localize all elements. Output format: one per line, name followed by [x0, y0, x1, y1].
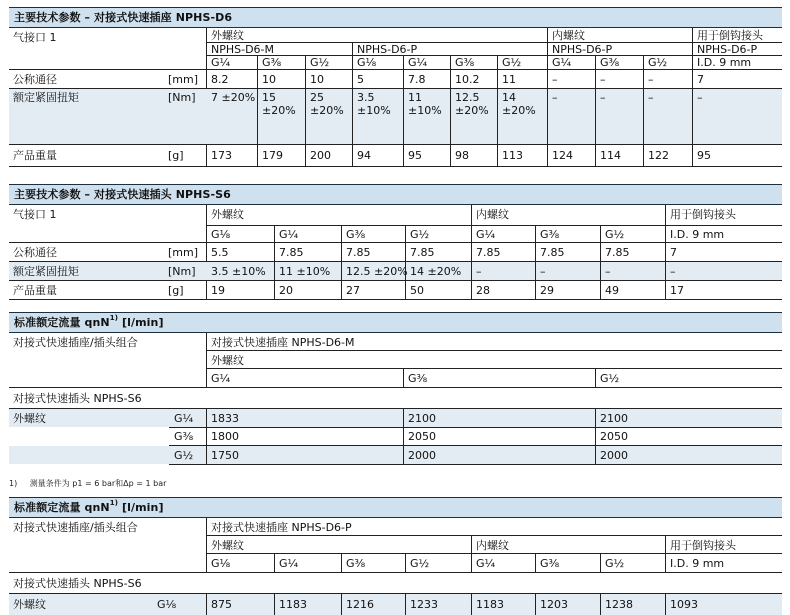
group-barb: 用于倒钩接头: [670, 208, 736, 221]
table-cell: 1750: [211, 449, 239, 462]
table-cell: 7.85: [540, 246, 565, 259]
table-cell: 122: [648, 149, 669, 162]
size-header: I.D. 9 mm: [670, 228, 725, 241]
table-cell: 5.5: [211, 246, 229, 259]
table-cell: 17: [670, 284, 684, 297]
table-cell: 15 ±20%: [262, 91, 296, 117]
row-size: G½: [174, 449, 194, 462]
model-label: NPHS-D6-M: [211, 43, 275, 56]
table-title: 主要技术参数 – 对接式快速插座 NPHS-D6: [9, 7, 782, 28]
footnote-text: 测量条件为 p1 = 6 bar和Δp = 1 bar: [29, 479, 167, 488]
size-header: I.D. 9 mm: [697, 56, 752, 69]
table-flow-d6-m: [9, 312, 782, 473]
row-unit: [mm]: [168, 246, 199, 259]
size-header: G½: [648, 56, 668, 69]
row-label: 公称通径: [13, 73, 57, 86]
size-header: G¼: [552, 56, 572, 69]
table-cell: 10: [262, 73, 276, 86]
group-barb: 用于倒钩接头: [697, 29, 763, 42]
footnote-mark: 1): [9, 479, 18, 488]
table-cell: 11: [502, 73, 516, 86]
size-header: G⅜: [540, 228, 560, 241]
row-label: 公称通径: [13, 246, 57, 259]
size-header: G⅛: [211, 557, 231, 570]
table-cell: 1183: [279, 598, 307, 611]
row-size: G⅜: [174, 430, 194, 443]
table-cell: 10.2: [455, 73, 480, 86]
table-cell: 25 ±20%: [310, 91, 344, 117]
size-header: G¼: [211, 56, 231, 69]
table-cell: 2000: [600, 449, 628, 462]
table-cell: 11 ±10%: [408, 91, 442, 117]
table-d6-specs: [9, 7, 782, 167]
port-label: 气接口 1: [13, 208, 57, 221]
table-title: [9, 312, 782, 333]
title-unit: [l/min]: [121, 316, 164, 329]
combo-label: 对接式快速插座/插头组合: [13, 336, 138, 349]
table-cell: 7.85: [279, 246, 304, 259]
size-header: G⅛: [211, 228, 231, 241]
row-unit: [Nm]: [168, 91, 196, 104]
table-cell: 1093: [670, 598, 698, 611]
table-cell: –: [600, 73, 606, 86]
table-cell: –: [552, 91, 558, 104]
table-cell: 875: [211, 598, 232, 611]
table-cell: 1216: [346, 598, 374, 611]
footnote-ref: 1): [109, 499, 119, 507]
table-s6-specs: [9, 184, 782, 300]
table-cell: 12.5 ±20%: [346, 265, 408, 278]
plug-label: 对接式快速插头 NPHS-S6: [13, 577, 142, 590]
table-cell: –: [648, 73, 654, 86]
row-unit: [g]: [168, 149, 184, 162]
table-title: [9, 497, 782, 518]
size-header: G⅜: [540, 557, 560, 570]
size-header: G¼: [476, 228, 496, 241]
table-cell: 1800: [211, 430, 239, 443]
table-cell: 14 ±20%: [410, 265, 462, 278]
table-cell: –: [540, 265, 546, 278]
model-label: NPHS-D6-P: [357, 43, 418, 56]
table-cell: 2100: [600, 412, 628, 425]
group-female-thread: 内螺纹: [476, 208, 509, 221]
table-cell: 27: [346, 284, 360, 297]
size-header: G⅜: [408, 372, 428, 385]
row-label: 产品重量: [13, 284, 57, 297]
table-cell: 3.5 ±10%: [211, 265, 266, 278]
table-cell: 14 ±20%: [502, 91, 536, 117]
port-label: 气接口 1: [13, 31, 57, 44]
row-unit: [g]: [168, 284, 184, 297]
size-header: G¼: [279, 557, 299, 570]
table-cell: –: [670, 265, 676, 278]
row-size: G¼: [174, 412, 194, 425]
table-cell: 2100: [408, 412, 436, 425]
table-cell: 50: [410, 284, 424, 297]
table-cell: 2050: [408, 430, 436, 443]
table-cell: 7: [697, 73, 704, 86]
row-label: 产品重量: [13, 149, 57, 162]
row-label: 额定紧固扭矩: [13, 265, 79, 278]
table-cell: 200: [310, 149, 331, 162]
row-unit: [mm]: [168, 73, 199, 86]
table-cell: 1238: [605, 598, 633, 611]
footnote-ref: 1): [109, 314, 119, 322]
plug-group-label: 外螺纹: [13, 598, 46, 611]
footnote: [9, 478, 166, 489]
table-cell: 29: [540, 284, 554, 297]
title-unit: [l/min]: [121, 501, 164, 514]
size-header: G¼: [476, 557, 496, 570]
row-label: 额定紧固扭矩: [13, 91, 79, 104]
table-cell: 49: [605, 284, 619, 297]
group-barb: 用于倒钩接头: [670, 539, 736, 552]
size-header: G⅜: [346, 228, 366, 241]
table-cell: 1833: [211, 412, 239, 425]
table-cell: 7.85: [605, 246, 630, 259]
table-cell: 1233: [410, 598, 438, 611]
size-header: G⅛: [357, 56, 377, 69]
table-cell: 8.2: [211, 73, 229, 86]
table-title: 主要技术参数 – 对接式快速插头 NPHS-S6: [9, 184, 782, 205]
table-cell: 7: [670, 246, 677, 259]
size-header: G⅜: [455, 56, 475, 69]
title-text: 标准额定流量 qnN: [14, 501, 110, 514]
size-header: G½: [600, 372, 620, 385]
table-cell: 19: [211, 284, 225, 297]
table-cell: 2050: [600, 430, 628, 443]
model-label: NPHS-D6-P: [697, 43, 758, 56]
group-male-thread: 外螺纹: [211, 29, 244, 42]
group-male-thread: 外螺纹: [211, 354, 244, 367]
size-header: G½: [410, 557, 430, 570]
table-cell: 7.85: [410, 246, 435, 259]
size-header: G⅜: [262, 56, 282, 69]
combo-label: 对接式快速插座/插头组合: [13, 521, 138, 534]
group-female-thread: 内螺纹: [552, 29, 585, 42]
table-cell: –: [552, 73, 558, 86]
table-cell: 28: [476, 284, 490, 297]
table-cell: 95: [697, 149, 711, 162]
group-female-thread: 内螺纹: [476, 539, 509, 552]
table-cell: 7.85: [476, 246, 501, 259]
size-header: I.D. 9 mm: [670, 557, 725, 570]
group-male-thread: 外螺纹: [211, 208, 244, 221]
table-cell: 12.5 ±20%: [455, 91, 489, 117]
table-cell: 2000: [408, 449, 436, 462]
table-flow-d6-p: [9, 497, 782, 615]
table-cell: –: [600, 91, 606, 104]
title-text: 标准额定流量 qnN: [14, 316, 110, 329]
group-male-thread: 外螺纹: [211, 539, 244, 552]
table-cell: 7.85: [346, 246, 371, 259]
table-cell: 20: [279, 284, 293, 297]
table-cell: 95: [408, 149, 422, 162]
table-cell: 3.5 ±10%: [357, 91, 391, 117]
table-cell: 179: [262, 149, 283, 162]
table-cell: 7 ±20%: [211, 91, 256, 104]
table-cell: 11 ±10%: [279, 265, 331, 278]
row-unit: [Nm]: [168, 265, 196, 278]
table-cell: 1203: [540, 598, 568, 611]
model-label: NPHS-D6-P: [552, 43, 613, 56]
row-size: G⅛: [157, 598, 177, 611]
table-cell: 98: [455, 149, 469, 162]
table-cell: 173: [211, 149, 232, 162]
socket-label: 对接式快速插座 NPHS-D6-P: [211, 521, 352, 534]
size-header: G½: [605, 228, 625, 241]
size-header: G½: [502, 56, 522, 69]
size-header: G¼: [279, 228, 299, 241]
plug-label: 对接式快速插头 NPHS-S6: [13, 392, 142, 405]
table-cell: 10: [310, 73, 324, 86]
table-cell: 5: [357, 73, 364, 86]
size-header: G⅜: [346, 557, 366, 570]
table-cell: –: [605, 265, 611, 278]
table-cell: 7.8: [408, 73, 426, 86]
size-header: G½: [410, 228, 430, 241]
size-header: G½: [605, 557, 625, 570]
table-cell: 114: [600, 149, 621, 162]
table-cell: 113: [502, 149, 523, 162]
size-header: G⅜: [600, 56, 620, 69]
size-header: G½: [310, 56, 330, 69]
size-header: G¼: [211, 372, 231, 385]
plug-group-label: 外螺纹: [13, 412, 46, 425]
table-cell: 1183: [476, 598, 504, 611]
table-cell: –: [476, 265, 482, 278]
table-cell: –: [697, 91, 703, 104]
table-cell: 124: [552, 149, 573, 162]
socket-label: 对接式快速插座 NPHS-D6-M: [211, 336, 355, 349]
size-header: G¼: [408, 56, 428, 69]
table-cell: –: [648, 91, 654, 104]
table-cell: 94: [357, 149, 371, 162]
